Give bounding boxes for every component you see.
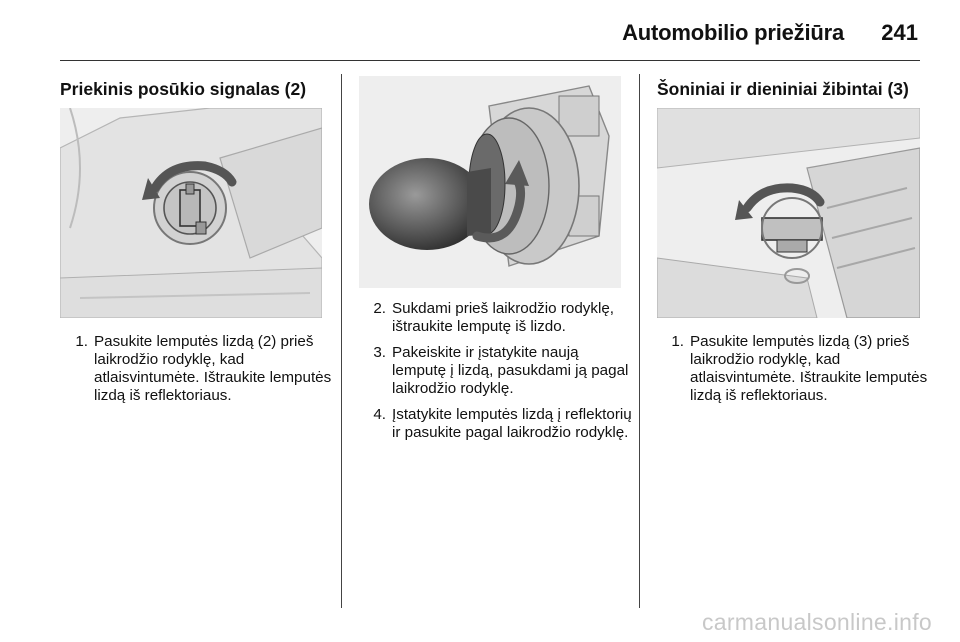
step-number: 1.	[671, 333, 684, 350]
list-item	[366, 300, 632, 336]
step-number: 1.	[75, 333, 88, 350]
turn-signal-socket-drawing	[60, 108, 322, 318]
middle-steps-list	[366, 300, 632, 450]
column-divider-right	[639, 74, 640, 608]
list-item	[664, 333, 930, 405]
step-text: Pasukite lemputės lizdą (2) prieš laikrodžio rodyklę, kad atlaisvintumėte. Ištraukite lemputės lizdą iš reflektoriaus.	[94, 333, 332, 404]
header-title: Automobilio priežiūra	[622, 20, 844, 45]
turn-signal-socket-illustration	[60, 108, 322, 318]
step-text: Pasukite lemputės lizdą (3) prieš laikrodžio rodyklę, kad atlaisvintumėte. Ištraukite lemputės lizdą iš reflektoriaus.	[690, 333, 928, 404]
section-heading-side-day-lights: Šoniniai ir dieniniai žibintai (3)	[657, 79, 909, 99]
side-light-socket-drawing	[657, 108, 920, 318]
right-steps-list	[664, 333, 930, 413]
section-heading-front-turn-signal: Priekinis posūkio signalas (2)	[60, 79, 307, 99]
step-number: 3.	[373, 344, 386, 361]
list-item	[366, 406, 632, 442]
step-text: Sukdami prieš laikrodžio rodyklę, ištraukite lemputę iš lizdo.	[392, 300, 614, 335]
bulb-removal-illustration	[359, 76, 621, 288]
list-item	[366, 344, 632, 398]
page-header	[60, 14, 920, 61]
column-divider-left	[341, 74, 342, 608]
step-number: 4.	[373, 406, 386, 423]
step-number: 2.	[373, 300, 386, 317]
page-number: 241	[881, 20, 918, 45]
left-steps-list	[68, 333, 332, 413]
watermark-text: carmanualsonline.info	[701, 609, 932, 635]
bulb-removal-drawing	[359, 76, 621, 288]
step-text: Pakeiskite ir įstatykite naują lemputę į lizdą, pasukdami ją pagal laikrodžio rodyklę.	[392, 344, 629, 397]
side-light-socket-illustration	[657, 108, 920, 318]
step-text: Įstatykite lemputės lizdą į reflektorių ir pasukite pagal laikrodžio rodyklę.	[392, 406, 632, 441]
list-item	[68, 333, 332, 405]
